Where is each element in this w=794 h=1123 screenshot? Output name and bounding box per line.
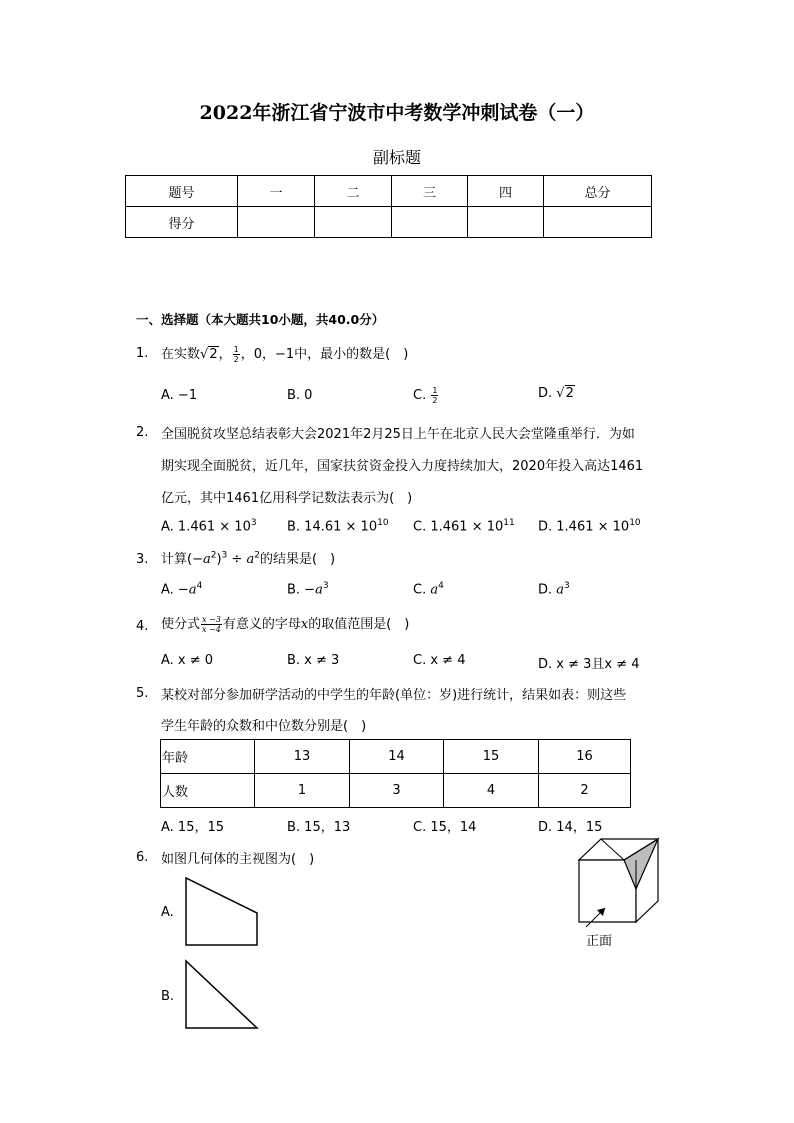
fraction [233,345,240,364]
q1-pre: 在实数 [161,347,201,362]
option-d-text: D. 1.461 × 10 [538,519,630,535]
option-c: C. 15，14 [413,820,477,835]
option-d-label: D. [538,386,553,401]
option-a: A. −1 [161,388,198,403]
option-a-text: A. 1.461 × 10 [161,519,251,535]
question-4-text [161,613,409,634]
option-c-label: C. [413,388,427,403]
option-a-text: A. − [161,582,189,598]
geometry-solid-figure [575,836,665,928]
question-5-line: 某校对部分参加研学活动的中学生的年龄(单位：岁)进行统计，结果如表：则这些 [161,688,627,703]
score-table [125,175,652,238]
section-heading: 一、选择题（本大题共10小题，共40.0分） [136,312,385,327]
option-b-text: B. 14.61 × 10 [287,519,378,535]
score-row-label: 得分 [126,207,238,238]
page-title: 2022年浙江省宁波市中考数学冲刺试卷（一） [199,102,595,124]
q4-mid: 有意义的字母 [222,617,301,632]
option-d [538,386,575,401]
q3-post: 的结果是( ) [259,552,336,567]
age-cell: 13 [255,740,350,774]
age-table-row [161,740,631,774]
fraction-denominator: x −4 [202,625,221,634]
option-d [538,518,641,534]
option-d [538,581,570,597]
count-cell: 1 [255,774,350,808]
option-a [161,581,202,597]
fraction-denominator: 2 [432,396,438,405]
question-number: 1. [136,346,149,361]
q3-var: a [202,552,211,567]
option-c-text: C. 1.461 × 10 [413,519,504,535]
question-number: 6. [136,850,149,865]
option-b [287,581,329,597]
question-2-line: 亿元，其中1461亿用科学记数法表示为( ) [161,491,413,506]
question-3-text [161,548,335,567]
option-a: A. [161,905,174,920]
option-a: A. 15，15 [161,820,225,835]
q3-mid: ) [216,552,222,567]
option-c-exponent: 11 [503,518,515,528]
score-header-cell: 一 [238,176,315,207]
score-cell [544,207,652,238]
option-c [413,581,444,597]
age-cell: 15 [444,740,539,774]
fraction-numerator: 1 [432,386,438,395]
option-b [287,518,389,534]
option-c-var: a [430,582,439,598]
q3-pre: 计算(− [161,552,203,567]
fraction-numerator: 1 [233,345,239,354]
score-header-cell: 题号 [126,176,238,207]
q3-exp: 2 [254,550,260,561]
option-a-exponent: 4 [196,581,203,591]
option-b-var: a [315,582,323,598]
option-b-exponent: 10 [377,518,389,528]
option-c [413,386,439,405]
q1-radicand: 2 [209,347,218,362]
option-a-var: a [188,582,197,598]
question-number: 2. [136,425,149,440]
score-table-row [126,207,652,238]
count-table-row [161,774,631,808]
count-cell: 3 [350,774,444,808]
option-b: B. 15，13 [287,820,351,835]
option-d: D. x ≠ 3且x ≠ 4 [538,657,640,672]
age-table [160,739,631,808]
age-row-label: 年龄 [161,740,255,774]
fraction-denominator: 2 [233,355,239,364]
score-header-cell: 三 [392,176,468,207]
fraction [201,615,222,634]
option-b: B. 0 [287,388,313,403]
q4-post: 的取值范围是( ) [308,617,410,632]
option-b-figure [184,959,260,1031]
fraction [431,386,438,405]
sqrt-symbol: √2 [556,386,574,401]
count-cell: 4 [444,774,539,808]
option-c-exponent: 4 [438,581,444,591]
option-d-text: D. [538,582,557,598]
q3-exp: 2 [210,550,217,561]
age-cell: 14 [350,740,444,774]
q3-var: a [246,552,255,567]
option-a-exponent: 3 [250,518,257,528]
q1-sep: ， [218,347,232,362]
age-cell: 16 [539,740,631,774]
sqrt-symbol: √2 [200,347,218,362]
question-2-line: 期实现全面脱贫，近几年，国家扶贫资金投入力度持续加大，2020年投入高达1461 [161,459,644,474]
option-c: C. x ≠ 4 [413,653,466,668]
option-d: D. 14，15 [538,820,603,835]
question-5-line: 学生年龄的众数和中位数分别是( ) [161,719,367,734]
score-header-cell: 总分 [544,176,652,207]
page-subtitle: 副标题 [372,148,421,167]
option-a-figure [184,876,260,948]
option-b: B. [161,989,175,1004]
question-6-text: 如图几何体的主视图为( ) [161,852,315,867]
fraction-numerator: x −3 [202,615,221,624]
option-a [161,518,257,534]
question-1-text [161,343,408,364]
score-header-cell: 二 [315,176,392,207]
option-d-radicand: 2 [565,386,574,401]
option-a: A. x ≠ 0 [161,653,214,668]
option-d-exponent: 3 [564,581,570,591]
count-cell: 2 [539,774,631,808]
q3-div: ÷ [227,552,247,567]
option-c-text: C. [413,582,431,598]
count-row-label: 人数 [161,774,255,808]
score-cell [238,207,315,238]
option-c [413,518,515,534]
option-b: B. x ≠ 3 [287,653,340,668]
q4-var: x [300,617,309,632]
question-number: 5. [136,686,149,701]
score-cell [392,207,468,238]
score-cell [468,207,544,238]
score-table-header-row [126,176,652,207]
q4-pre: 使分式 [161,617,201,632]
option-b-text: B. − [287,582,316,598]
score-cell [315,207,392,238]
q3-exp: 3 [221,550,228,561]
option-b-exponent: 3 [322,581,329,591]
q1-post: ，0，−1中，最小的数是( ) [240,347,409,362]
option-d-var: a [556,582,565,598]
front-view-label: 正面 [586,934,613,949]
score-header-cell: 四 [468,176,544,207]
question-number: 4. [136,619,149,634]
question-number: 3. [136,552,149,567]
question-2-line: 全国脱贫攻坚总结表彰大会2021年2月25日上午在北京人民大会堂隆重举行．为如 [161,427,635,442]
option-d-exponent: 10 [629,518,641,528]
